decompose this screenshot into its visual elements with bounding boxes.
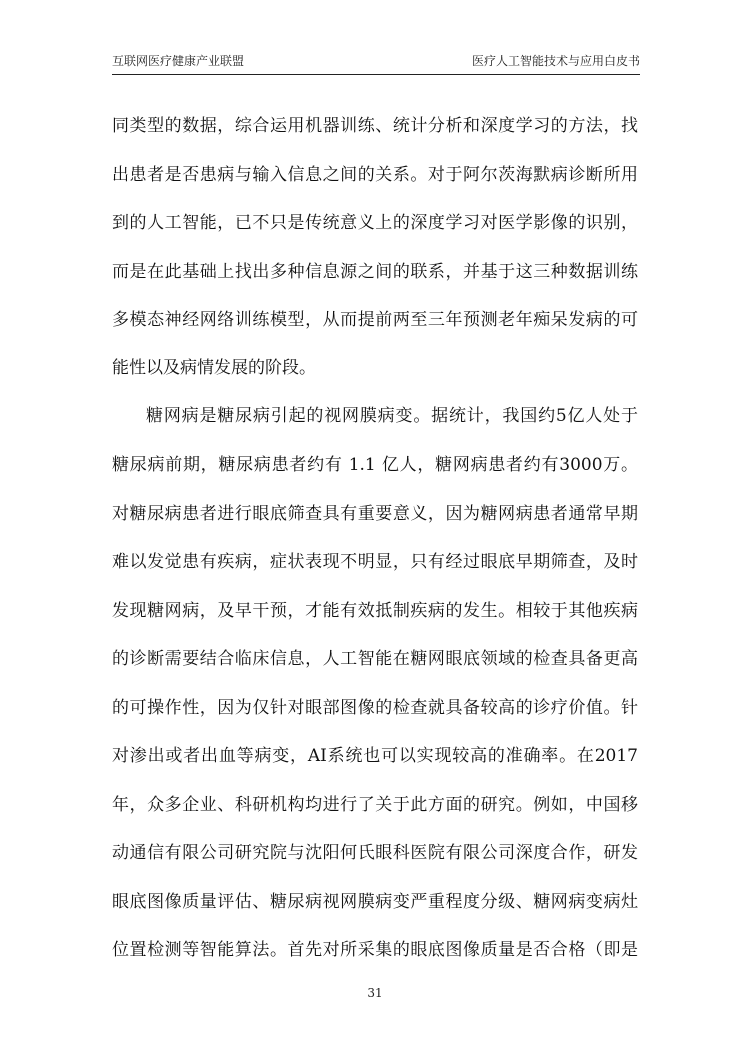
body-text-line: 能性以及病情发展的阶段。 — [112, 358, 316, 378]
body-text-line: 到的人工智能，已不只是传统意义上的深度学习对医学影像的识别， — [112, 213, 638, 233]
body-text-line: 出患者是否患病与输入信息之间的关系。对于阿尔茨海默病诊断所用 — [112, 165, 638, 185]
header-document-title: 医疗人工智能技术与应用白皮书 — [471, 54, 640, 68]
body-text-line: 发现糖网病，及早干预，才能有效抵制疾病的发生。相较于其他疾病 — [112, 601, 638, 621]
body-text-line: 位置检测等智能算法。首先对所采集的眼底图像质量是否合格（即是 — [112, 940, 638, 960]
body-text-line: 的可操作性，因为仅针对眼部图像的检查就具备较高的诊疗价值。针 — [112, 698, 638, 718]
header-organization: 互联网医疗健康产业联盟 — [112, 54, 245, 68]
body-text-line: 年，众多企业、科研机构均进行了关于此方面的研究。例如，中国移 — [112, 795, 638, 815]
body-text-line: 糖网病是糖尿病引起的视网膜病变。据统计，我国约5亿人处于 — [146, 406, 638, 426]
body-text-line: 难以发觉患有疾病，症状表现不明显，只有经过眼底早期筛查，及时 — [112, 552, 638, 572]
body-text-line: 动通信有限公司研究院与沈阳何氏眼科医院有限公司深度合作，研发 — [112, 843, 638, 863]
body-text-line: 的诊断需要结合临床信息，人工智能在糖网眼底领域的检查具备更高 — [112, 649, 638, 669]
body-text-line: 同类型的数据，综合运用机器训练、统计分析和深度学习的方法，找 — [112, 116, 638, 136]
body-text-line: 对渗出或者出血等病变，AI系统也可以实现较高的准确率。在2017 — [112, 746, 638, 766]
page-header — [112, 52, 640, 75]
body-text-line: 多模态神经网络训练模型，从而提前两至三年预测老年痴呆发病的可 — [112, 310, 638, 330]
body-text-line: 而是在此基础上找出多种信息源之间的联系，并基于这三种数据训练 — [112, 262, 638, 282]
page-number: 31 — [367, 986, 383, 1000]
body-text-line: 糖尿病前期，糖尿病患者约有 1.1 亿人，糖网病患者约有3000万。 — [112, 455, 638, 475]
body-text-line: 对糖尿病患者进行眼底筛查具有重要意义，因为糖网病患者通常早期 — [112, 504, 638, 524]
body-text-line: 眼底图像质量评估、糖尿病视网膜病变严重程度分级、糖网病变病灶 — [112, 892, 638, 912]
